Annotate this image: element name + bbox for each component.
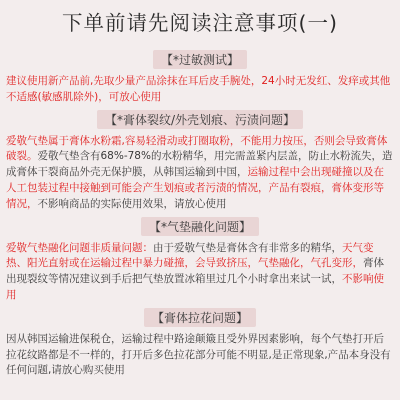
text-run: 由于爱敬气垫是膏体含有非常多的精华， <box>153 241 342 254</box>
section-heading-melting: 【*气垫融化问题】 <box>141 217 259 236</box>
allergy-test-section <box>4 50 396 106</box>
section-body <box>6 332 394 379</box>
section-heading-crack: 【*膏体裂纹/外壳划痕、污渍问题】 <box>97 110 303 129</box>
section-heading-pattern: 【膏体拉花问题】 <box>144 308 256 327</box>
page-title: 下单前请先阅读注意事项(一) <box>62 11 338 35</box>
text-run: 因从韩国运输进保税仓，运输过程中路途颠簸且受外界因素影响，每个气垫打开后拉花纹路都是不一样的，打开后多色拉花部分可能不明显,是正常现象,产品本身没有任何问题,请放心购买使用 <box>6 332 391 377</box>
crack-scratch-section <box>4 110 396 213</box>
text-run: 运输过程中会出现碰撞以及在人工包装过程中接触到可能会产生划痕或者污渍的情况，产品有裂痕，膏体变形等情况， <box>6 166 384 210</box>
text-run: 天气变热、阳光直射或在运输过程中暴力碰撞，会导致挤压，气垫融化，气孔变形， <box>6 241 374 270</box>
section-body <box>6 241 394 304</box>
text-run: 爱敬气垫属于膏体水粉霜,容易轻滑动或打圈取粉，不能用力按压，否则会导致膏体破裂。 <box>6 134 388 163</box>
section-heading-allergy: 【*过敏测试】 <box>153 50 247 69</box>
text-run: 不影响商品的实际使用效果，请放心使用 <box>37 197 227 210</box>
text-run: 爱敬气垫含有68%-78%的水粉精华，用完需盖紧内层盖，防止水粉流失，造成膏体干裂商品外壳无保护膜，从韩国运输到中国， <box>6 150 393 179</box>
section-body <box>6 134 394 213</box>
text-run: 不影响使用 <box>6 273 384 301</box>
text-run: 爱敬气垫融化问题非质量问题： <box>6 241 153 254</box>
section-body <box>6 74 394 106</box>
pattern-section <box>4 308 396 379</box>
text-run: 膏体出现裂纹等情况建议到手后把气垫放置冰箱里过几个小时拿出来试一试， <box>6 257 384 286</box>
text-run: 建议使用新产品前,先取少量产品涂抹在耳后皮手腕处，24小时无发红、发痒或其他不适感(敏感肌除外)，可放心使用 <box>6 75 391 103</box>
cushion-melting-section <box>4 217 396 304</box>
